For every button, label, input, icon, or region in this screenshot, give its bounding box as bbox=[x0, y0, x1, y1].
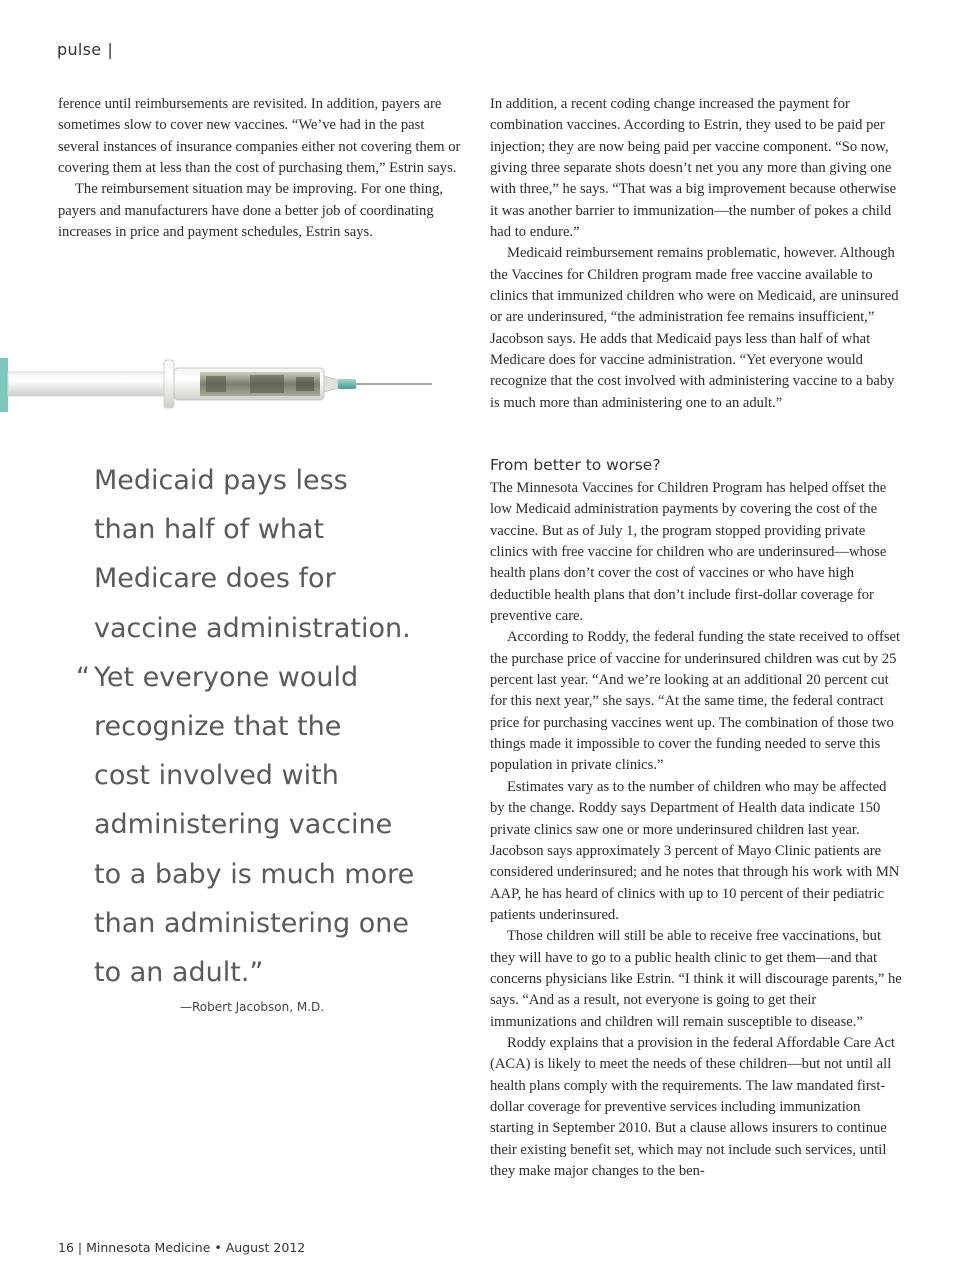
pull-quote-line: vaccine administration. bbox=[94, 612, 411, 644]
section-subhead: From better to worse? bbox=[490, 456, 661, 474]
article-column-right-top bbox=[490, 94, 902, 414]
page-footer: 16 | Minnesota Medicine • August 2012 bbox=[58, 1240, 306, 1255]
pull-quote-line: Yet everyone would bbox=[94, 661, 359, 693]
needle-hub bbox=[338, 379, 356, 389]
pull-quote-line: to a baby is much more bbox=[94, 858, 415, 890]
paragraph: In addition, a recent coding change increased the payment for combination vaccines. According to Estrin, they used to be paid per injection; they are now being paid per vaccine component. “So now, giving three separate shots doesn’t net you any more than giving one with three,” he says. “That was a big improvement because otherwise it was another barrier to immunization—the number of pokes a child had to endure.” bbox=[490, 96, 897, 241]
pull-quote-line: Medicaid pays less bbox=[94, 465, 348, 496]
plunger-rod bbox=[8, 372, 168, 396]
pull-quote-line: to an adult. bbox=[94, 957, 250, 989]
pull-quote-line: Medicare does for bbox=[94, 563, 336, 595]
page-header bbox=[57, 40, 113, 59]
paragraph: Those children will still be able to receive free vaccinations, but they will have to go to a public health clinic to get them—and that concerns physicians like Estrin. “I think it will discourage parents,” he says. “And as a result, not everyone is going to get their immunizations and children will remain susceptible to disease.” bbox=[490, 928, 902, 1030]
pull-quote-attribution: —Robert Jacobson, M.D. bbox=[180, 1000, 325, 1014]
pull-quote-line: administering vaccine bbox=[94, 809, 393, 841]
pull-quote-line: recognize that the bbox=[94, 711, 342, 743]
section-label: pulse bbox=[57, 40, 102, 59]
syringe-flange bbox=[164, 360, 174, 408]
paragraph: Medicaid reimbursement remains problematic, however. Although the Vaccines for Children program made free vaccine available to clinics that immunized children who were on Medicaid, are uninsured or are underinsured, “the administration fee remains insufficient,” Jacobson says. He adds that Medicaid pays less than half of what Medicare does for vaccine administration. “Yet everyone would recognize that the cost involved with administering vaccine to a baby is much more than administering one to an adult.” bbox=[490, 245, 899, 411]
pull-quote-line: cost involved with bbox=[94, 760, 339, 792]
paragraph: Roddy explains that a provision in the federal Affordable Care Act (ACA) is likely to meet the needs of these children—but not until all health plans comply with the requirements. The law mandated first-dollar coverage for preventive services including immunization starting in September 2010. But a clause allows insurers to continue their existing benefit set, which may not include such services, until they make major changes to the ben- bbox=[490, 1034, 895, 1179]
paragraph: The Minnesota Vaccines for Children Program has helped offset the low Medicaid administration payments by covering the cost of the vaccine. But as of July 1, the program stopped providing private clinics with free vaccine for children who are underinsured—whose health plans don’t cover the cost of vaccines or who have high deductible health plans that don’t include first-dollar coverage for preventive care. bbox=[490, 480, 887, 625]
paragraph: Estimates vary as to the number of children who may be affected by the change. Roddy says Department of Health data indicate 150 private clinics saw one or more underinsured children last year. Jacobson says approximately 3 percent of Mayo Clinic patients are considered underinsured; and he notes that through his work with MN AAP, he has heard of clinics with up to 10 percent of their pediatric patients underinsured. bbox=[490, 778, 900, 923]
pull-quote-line-with-close-quote bbox=[94, 948, 434, 997]
paragraph: According to Roddy, the federal funding the state received to offset the purchase price of vaccine for underinsured children was cut by 25 percent last year. “And we’re looking at an additional 20 percent cut for this next year,” she says. “At the same time, the federal contract price for purchasing vaccines went up. The combination of those two things made it impossible to cover the funding needed to serve this population in private clinics.” bbox=[490, 629, 901, 774]
header-separator: | bbox=[107, 40, 114, 59]
pull-quote-line-with-open-quote bbox=[76, 653, 434, 702]
open-quote-mark: “ bbox=[76, 661, 90, 693]
pull-quote-line: than half of what bbox=[94, 514, 325, 546]
pull-quote bbox=[76, 456, 434, 997]
paragraph: ference until reimbursements are revisited. In addition, payers are sometimes slow to cover new vaccines. “We’ve had in the past several instances of insurance companies either not covering them or covering them at less than the cost of purchasing them,” Estrin says. bbox=[58, 96, 461, 177]
paragraph: The reimbursement situation may be improving. For one thing, payers and manufacturers have done a better job of coordinating increases in price and payment schedules, Estrin says. bbox=[58, 181, 444, 241]
syringe-image bbox=[0, 350, 440, 420]
close-quote-mark: ” bbox=[249, 957, 264, 989]
article-column-left bbox=[58, 94, 468, 243]
syringe-illustration bbox=[0, 350, 440, 420]
pull-quote-line: than administering one bbox=[94, 907, 409, 939]
article-column-right-bottom bbox=[490, 456, 902, 1182]
plunger-cap bbox=[0, 358, 8, 412]
